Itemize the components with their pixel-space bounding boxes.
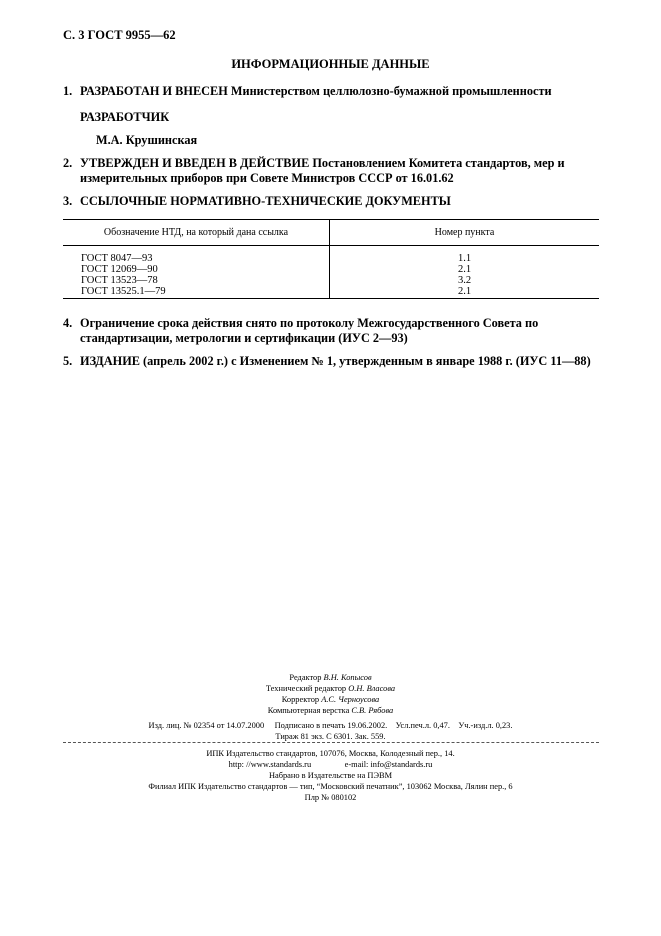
tech-editor-name: О.Н. Власова bbox=[348, 684, 396, 693]
imprint-license-line: Изд. лиц. № 02354 от 14.07.2000 Подписано в печать 19.06.2002. Усл.печ.л. 0,47. Уч.-изд.л. 0,23. bbox=[148, 721, 513, 730]
editor-label: Редактор bbox=[289, 673, 322, 682]
item-5-heading: ИЗДАНИЕ bbox=[80, 354, 140, 368]
item-4-text: Ограничение срока действия снято по протоколу Межгосударственного Совета по стандартизации, метрологии и сертификации (ИУС 2—93) bbox=[80, 316, 539, 345]
table-header bbox=[63, 220, 599, 246]
layout-label: Компьютерная верстка bbox=[267, 706, 350, 715]
table-cell-document: ГОСТ 13523—78 bbox=[81, 275, 158, 286]
item-2-text: Постановлением Комитета стандартов, мер и измерительных приборов при Совете Министров СССР от 16.01.62 bbox=[80, 156, 565, 185]
imprint-print-run-line: Тираж 81 экз. С 6301. Зак. 559. bbox=[275, 732, 386, 741]
imprint-editor-line bbox=[0, 672, 661, 683]
table-body bbox=[63, 246, 599, 299]
imprint-editors bbox=[0, 672, 661, 716]
item-4 bbox=[0, 316, 661, 348]
column-header-document: Обозначение НТД, на который дана ссылка bbox=[103, 227, 289, 238]
table-cell-document: ГОСТ 13525.1—79 bbox=[81, 286, 166, 297]
table-cell-clause: 2.1 bbox=[457, 264, 472, 275]
typeset-note: Набрано в Издательстве на ПЭВМ bbox=[268, 771, 393, 780]
table-cell-document: ГОСТ 8047—93 bbox=[81, 253, 153, 264]
reference-table bbox=[63, 219, 599, 299]
divider bbox=[63, 742, 599, 743]
tech-editor-label: Технический редактор bbox=[265, 684, 347, 693]
item-1-text: Министерством целлюлозно-бумажной промышленности bbox=[227, 84, 552, 98]
item-1-heading: РАЗРАБОТАН И ВНЕСЕН bbox=[80, 84, 228, 98]
proofreader-name: А.С. Черноусова bbox=[321, 695, 380, 704]
table-cell-clause: 2.1 bbox=[457, 286, 472, 297]
item-2 bbox=[0, 156, 661, 188]
item-5-number: 5. bbox=[63, 354, 73, 368]
item-2-number: 2. bbox=[63, 156, 73, 170]
column-header-clause: Номер пункта bbox=[434, 227, 495, 238]
imprint-tech-editor-line bbox=[0, 683, 661, 694]
developer-name: М.А. Крушинская bbox=[96, 133, 198, 147]
item-5 bbox=[0, 354, 661, 370]
printing-license: Плр № 080102 bbox=[304, 793, 357, 802]
item-4-number: 4. bbox=[63, 316, 73, 330]
imprint-proofreader-line bbox=[0, 694, 661, 705]
table-row bbox=[63, 253, 599, 264]
item-3-heading: ССЫЛОЧНЫЕ НОРМАТИВНО-ТЕХНИЧЕСКИЕ ДОКУМЕНТЫ bbox=[80, 194, 451, 208]
item-3 bbox=[0, 194, 661, 210]
layout-name: С.В. Рябова bbox=[351, 706, 394, 715]
editor-name: В.Н. Копысов bbox=[323, 673, 372, 682]
table-row bbox=[63, 264, 599, 275]
publisher-address: ИПК Издательство стандартов, 107076, Москва, Колодезный пер., 14. bbox=[206, 749, 455, 758]
imprint-layout-line bbox=[0, 705, 661, 716]
page-header: С. 3 ГОСТ 9955—62 bbox=[63, 28, 176, 42]
developer-label: РАЗРАБОТЧИК bbox=[80, 110, 170, 124]
table-row bbox=[63, 286, 599, 297]
item-1 bbox=[0, 84, 661, 100]
table-cell-document: ГОСТ 12069—90 bbox=[81, 264, 158, 275]
proofreader-label: Корректор bbox=[281, 695, 320, 704]
table-cell-clause: 3.2 bbox=[457, 275, 472, 286]
table-cell-clause: 1.1 bbox=[457, 253, 472, 264]
item-5-text: (апрель 2002 г.) с Изменением № 1, утвержденным в январе 1988 г. (ИУС 11—88) bbox=[139, 354, 591, 368]
item-1-number: 1. bbox=[63, 84, 73, 98]
item-3-number: 3. bbox=[63, 194, 73, 208]
item-2-heading: УТВЕРЖДЕН И ВВЕДЕН В ДЕЙСТВИЕ bbox=[80, 156, 310, 170]
publisher-contacts: http: //www.standards.ru e-mail: info@standards.ru bbox=[228, 760, 433, 769]
table-row bbox=[63, 275, 599, 286]
printing-branch: Филиал ИПК Издательство стандартов — тип, “Московский печатник”, 103062 Москва, Лялин пер., 6 bbox=[148, 782, 513, 791]
section-title: ИНФОРМАЦИОННЫЕ ДАННЫЕ bbox=[231, 57, 430, 71]
